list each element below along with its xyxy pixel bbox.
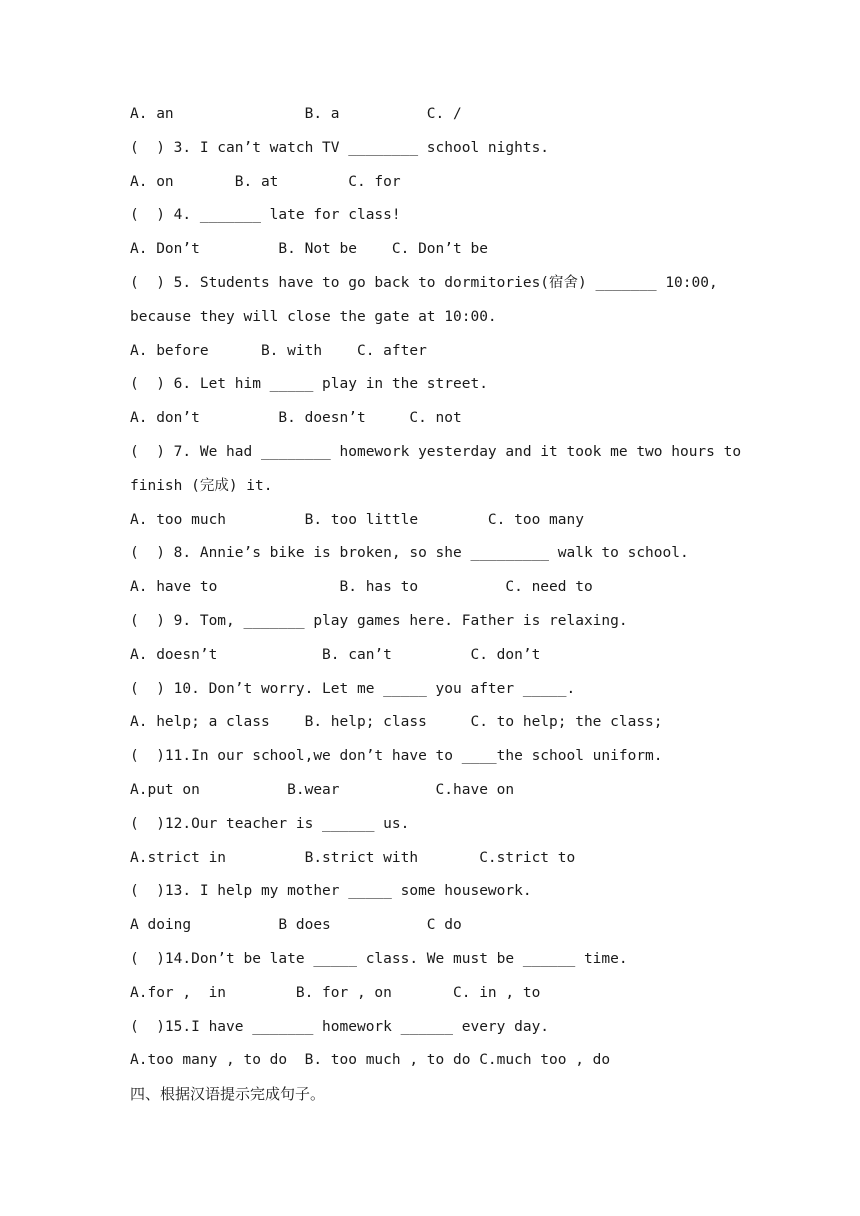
q12-options: A.strict in B.strict with C.strict to <box>130 849 576 866</box>
q15-options: A.too many , to do B. too much , to do C.much too , do <box>130 1052 611 1069</box>
section-heading: 四、根据汉语提示完成句子。 <box>130 1085 326 1104</box>
q9-options: A. doesn’t B. can’t C. don’t <box>130 646 541 663</box>
question-5: ( ) 5. Students have to go back to dormitories(宿舍) _______ 10:00, <box>130 274 718 291</box>
question-7: ( ) 7. We had ________ homework yesterday and it took me two hours to <box>130 443 742 460</box>
q10-options: A. help; a class B. help; class C. to help; the class; <box>130 714 663 731</box>
question-6: ( ) 6. Let him _____ play in the street. <box>130 376 488 393</box>
q3-options: A. on B. at C. for <box>130 173 401 190</box>
question-13: ( )13. I help my mother _____ some housework. <box>130 883 532 900</box>
question-4: ( ) 4. _______ late for class! <box>130 207 401 224</box>
question-10: ( ) 10. Don’t worry. Let me _____ you after _____. <box>130 680 576 697</box>
question-14: ( )14.Don’t be late _____ class. We must be ______ time. <box>130 950 628 967</box>
q8-options: A. have to B. has to C. need to <box>130 579 593 596</box>
question-15: ( )15.I have _______ homework ______ every day. <box>130 1018 550 1035</box>
question-3: ( ) 3. I can’t watch TV ________ school nights. <box>130 139 550 156</box>
question-11: ( )11.In our school,we don’t have to ____the school uniform. <box>130 748 663 765</box>
q5-options: A. before B. with C. after <box>130 342 427 359</box>
question-5-continued: because they will close the gate at 10:00. <box>130 308 497 325</box>
q7-options: A. too much B. too little C. too many <box>130 511 584 528</box>
question-12: ( )12.Our teacher is ______ us. <box>130 815 410 832</box>
question-8: ( ) 8. Annie’s bike is broken, so she _________ walk to school. <box>130 545 689 562</box>
q14-options: A.for , in B. for , on C. in , to <box>130 984 541 1001</box>
worksheet-page <box>130 98 750 1112</box>
q11-options: A.put on B.wear C.have on <box>130 781 515 798</box>
q2-options: A. an B. a C. / <box>130 106 462 122</box>
q4-options: A. Don’t B. Not be C. Don’t be <box>130 241 488 258</box>
question-9: ( ) 9. Tom, _______ play games here. Father is relaxing. <box>130 612 628 629</box>
q13-options: A doing B does C do <box>130 917 462 934</box>
question-7-continued: finish (完成) it. <box>130 477 273 494</box>
q6-options: A. don’t B. doesn’t C. not <box>130 410 462 427</box>
